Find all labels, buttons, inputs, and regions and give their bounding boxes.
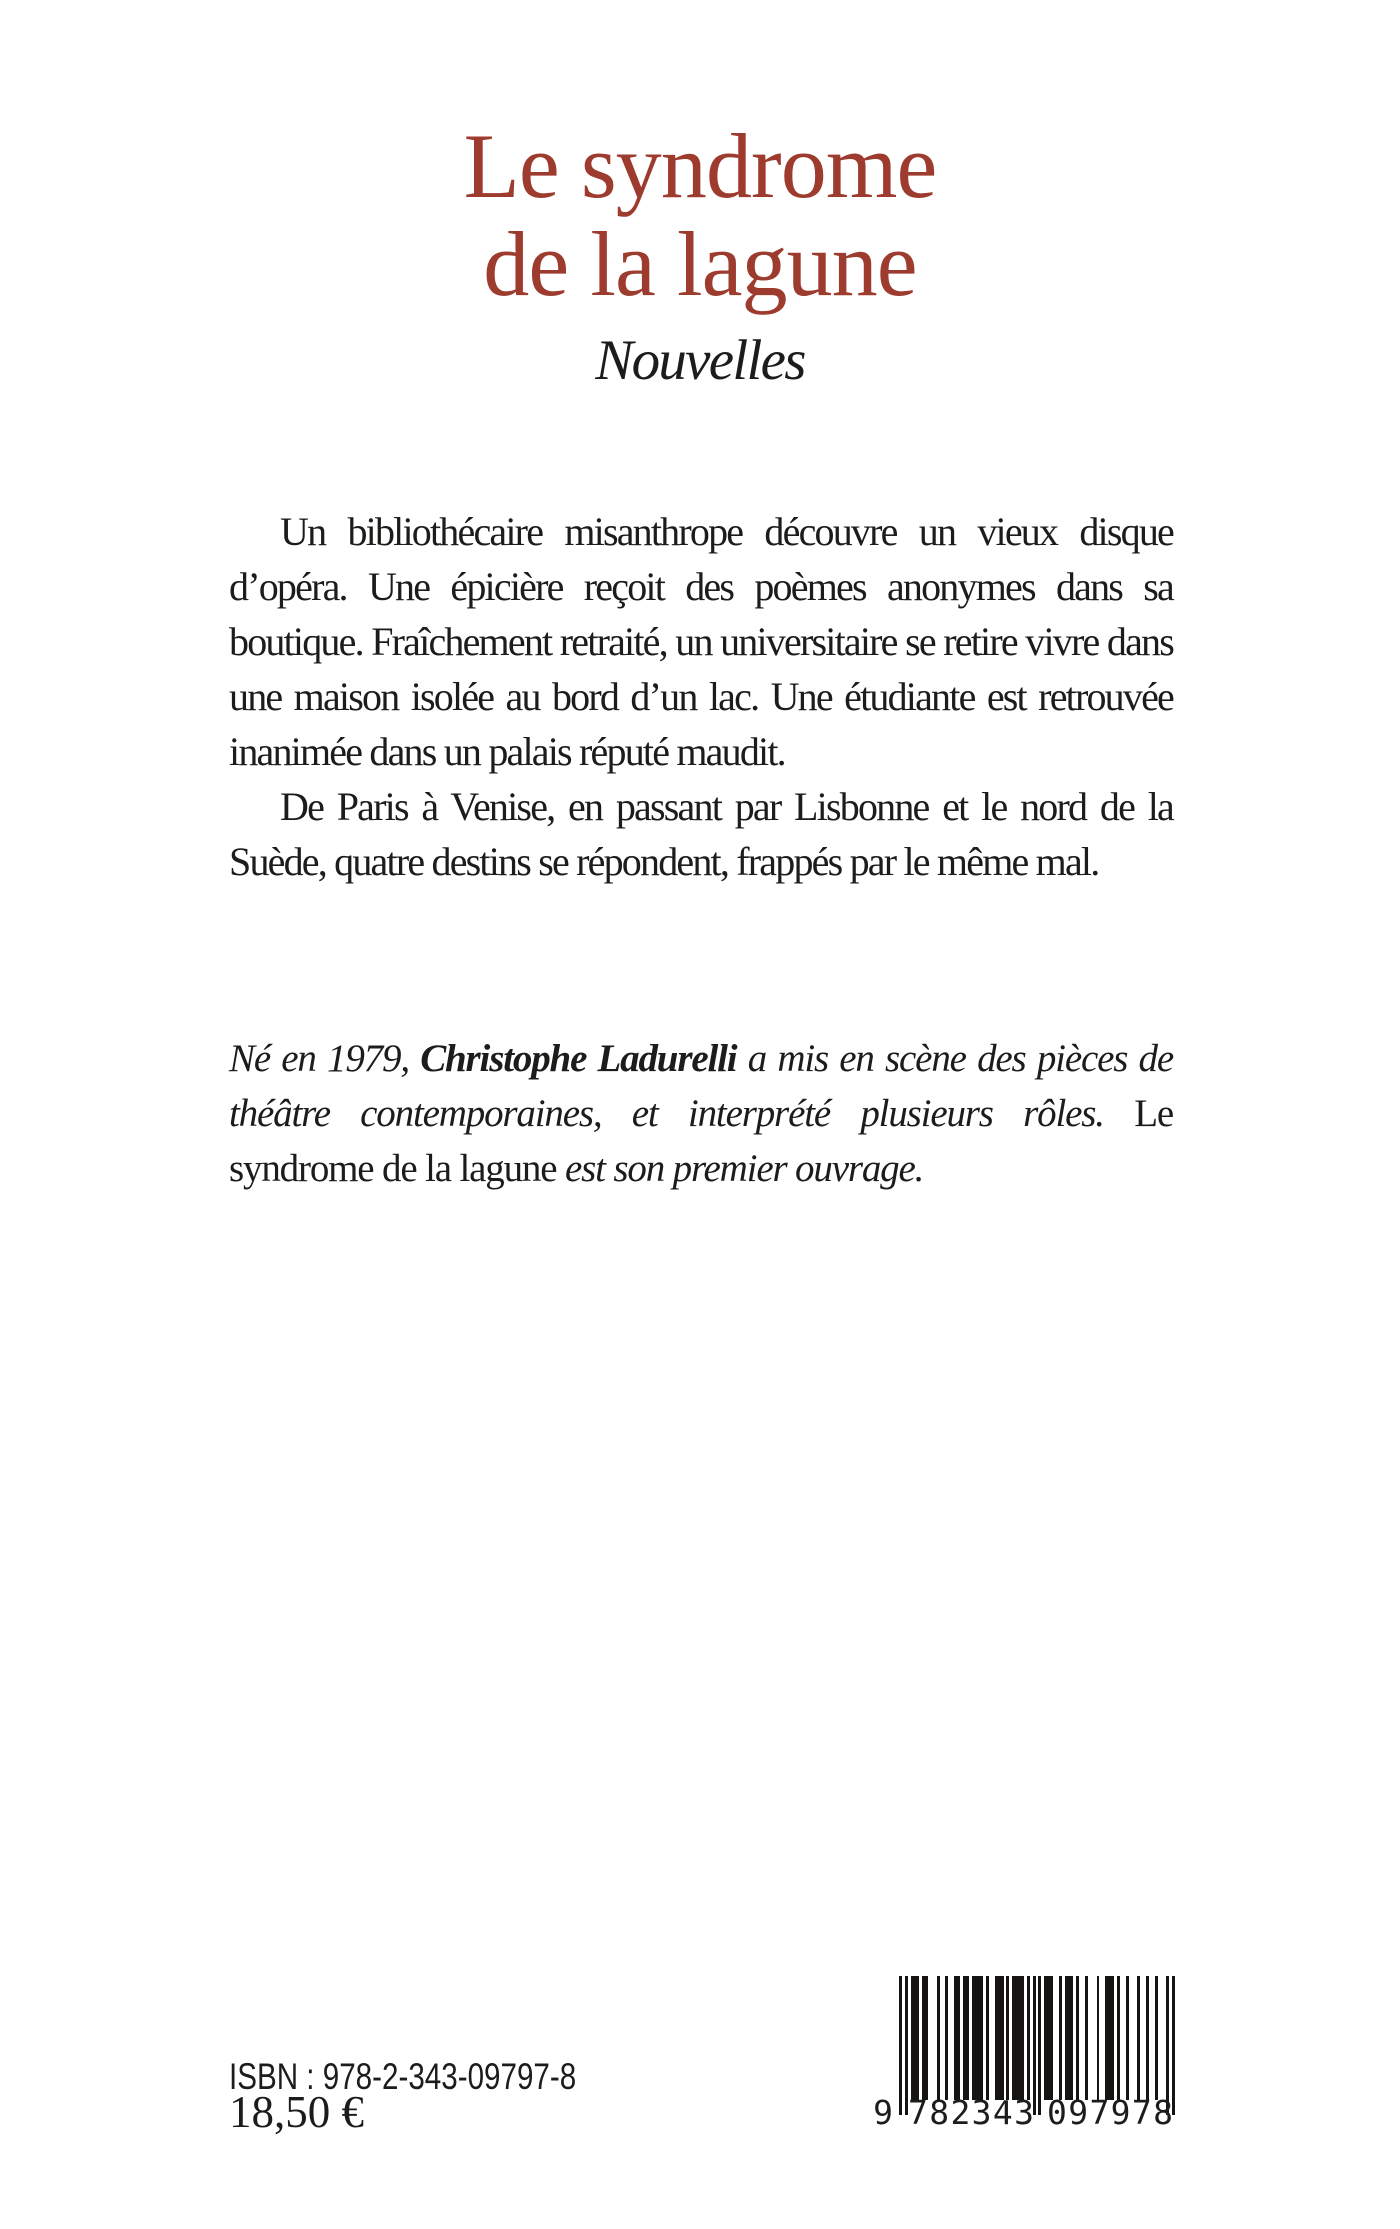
barcode-digits-left: 7 8 2 3 4 3	[908, 2093, 1034, 2132]
barcode-digits-right: 0 9 7 9 7 8	[1047, 2093, 1173, 2132]
bio-suffix: est son premier ouvrage.	[556, 1147, 924, 1190]
author-name: Christophe Ladurelli	[420, 1037, 737, 1080]
book-title-line2: de la lagune	[483, 213, 917, 315]
book-title	[0, 117, 1400, 313]
synopsis-paragraph-2: De Paris à Venise, en passant par Lisbonne et le nord de la Suède, quatre destins se répondent, frappés par le même mal.	[229, 784, 1173, 884]
price-text: 18,50 €	[229, 2087, 364, 2137]
bio-book-title: Le syndrome de la lagune	[229, 1092, 1173, 1190]
author-bio	[229, 1031, 1173, 1196]
isbn-text: ISBN : 978-2-343-09797-8	[229, 2056, 577, 2097]
bio-prefix: Né en 1979,	[229, 1037, 421, 1080]
genre-subtitle: Nouvelles	[595, 329, 805, 392]
book-title-line1: Le syndrome	[463, 115, 937, 217]
bio-middle: a mis en scène des pièces de théâtre contemporaines, et interprété plusieurs rôles.	[229, 1037, 1173, 1135]
barcode-digit-leading: 9	[873, 2093, 893, 2132]
synopsis-paragraph-1: Un bibliothécaire misanthrope découvre un vieux disque d’opéra. Une épicière reçoit des poèmes anonymes dans sa boutique. Fraîchement retraité, un universitaire se retire vivre dans une maison isolée au bord d’un lac. Une étudiante est retrouvée inanimée dans un palais réputé maudit.	[229, 509, 1173, 774]
synopsis	[229, 504, 1173, 889]
